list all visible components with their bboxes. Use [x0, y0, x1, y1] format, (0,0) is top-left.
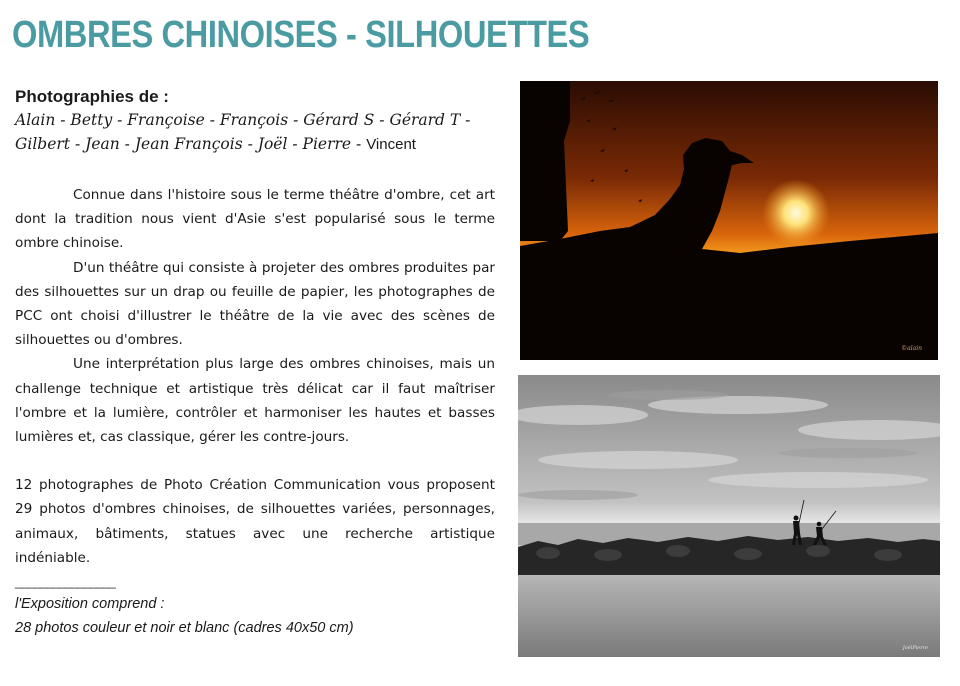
paragraph-4: 12 photographes de Photo Création Communication vous proposent 29 photos d'ombres chinoises, de silhouettes variées, personnages, animaux, bâtiments, statues avec une recherche artistique indéniable.: [15, 477, 495, 566]
seagull-sunset-image: [520, 81, 938, 360]
divider-line: ________________: [15, 574, 115, 590]
description: [15, 183, 495, 570]
exposition-detail: 28 photos couleur et noir et blanc (cadres 40x50 cm): [15, 620, 354, 637]
photographers-names-last: Vincent: [366, 136, 416, 153]
seagull-sunset-photo: [520, 81, 938, 360]
paragraph-3: Une interprétation plus large des ombres chinoises, mais un challenge technique et artistique très délicat car il faut maîtriser l'ombre et la lumière, contrôler et harmoniser les hautes et basses lumières et, cas classique, gérer les contre-jours.: [15, 356, 495, 446]
page-title: OMBRES CHINOISES - SILHOUETTES: [12, 14, 590, 56]
photo2-signature: JoëlPierre: [902, 645, 928, 651]
text-column: [15, 86, 495, 640]
exposition-title: l'Exposition comprend :: [15, 596, 165, 613]
jetty-silhouettes-photo: [518, 375, 940, 657]
paragraph-1: Connue dans l'histoire sous le terme théâtre d'ombre, cet art dont la tradition nous vient d'Asie s'est popularisé sous le terme ombre chinoise.: [15, 187, 495, 252]
photo1-signature: ©alain: [901, 345, 922, 352]
photographers-names: [15, 108, 495, 157]
jetty-silhouettes-image: [518, 375, 940, 657]
photographers-names-italic: Alain - Betty - Françoise - François - Gérard S - Gérard T - Gilbert - Jean - Jean François - Joël - Pierre -: [15, 111, 471, 153]
paragraph-2: D'un théâtre qui consiste à projeter des ombres produites par des silhouettes sur un drap ou feuille de papier, les photographes de PCC ont choisi d'illustrer le théâtre de la vie avec des scènes de silhouettes ou d'ombres.: [15, 259, 495, 349]
photographers-label: Photographies de :: [15, 87, 169, 106]
